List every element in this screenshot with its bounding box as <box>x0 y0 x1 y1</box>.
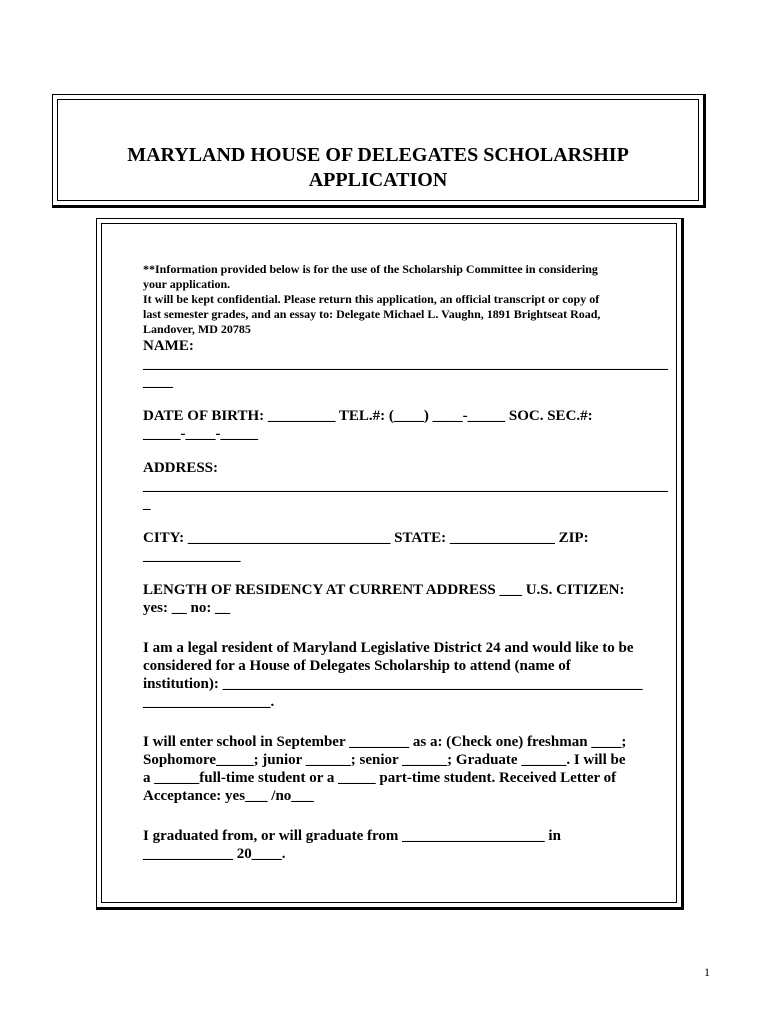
address-blank[interactable]: ______________________________________________________________________ <box>143 478 668 494</box>
citizen-yes-no[interactable]: yes: __ no: __ <box>143 600 231 616</box>
resident-line-1: I am a legal resident of Maryland Legislative District 24 and would like to be <box>143 640 634 656</box>
form-content <box>143 262 668 863</box>
page-title <box>53 143 703 193</box>
address-blank-cont[interactable]: _ <box>143 496 151 512</box>
resident-line-2: considered for a House of Delegates Scholarship to attend (name of <box>143 658 571 674</box>
city-state-zip-field <box>143 529 643 565</box>
name-field <box>143 337 668 391</box>
info-line-3: It will be kept confidential. Please return this application, an official transcript or copy of <box>143 292 600 306</box>
legal-resident-paragraph <box>143 639 643 711</box>
title-box <box>52 94 706 208</box>
residency-line[interactable]: LENGTH OF RESIDENCY AT CURRENT ADDRESS ___ U.S. CITIZEN: <box>143 582 625 598</box>
info-line-5: Landover, MD 20785 <box>143 322 251 336</box>
grad-line-1[interactable]: I graduated from, or will graduate from ___________________ in <box>143 828 561 844</box>
name-blank-cont[interactable]: ____ <box>143 374 173 390</box>
city-state-zip-line[interactable]: CITY: ___________________________ STATE: ______________ ZIP: <box>143 530 589 546</box>
name-blank[interactable]: ______________________________________________________________________ <box>143 356 668 372</box>
ssn-blank[interactable]: _____-____-_____ <box>143 426 258 442</box>
residency-citizen-field <box>143 581 643 617</box>
info-paragraph <box>143 262 643 337</box>
title-line-2: APPLICATION <box>308 169 448 191</box>
acceptance-line[interactable]: Acceptance: yes___ /no___ <box>143 788 314 804</box>
enrollment-paragraph <box>143 733 643 805</box>
enter-line-3[interactable]: a ______full-time student or a _____ part-time student. Received Letter of <box>143 770 617 786</box>
address-label: ADDRESS: <box>143 460 219 476</box>
institution-blank[interactable]: institution): ________________________________________________________ <box>143 676 643 692</box>
grad-line-2[interactable]: ____________ 20____. <box>143 846 286 862</box>
dob-tel-ssn-field <box>143 407 643 443</box>
title-line-1: MARYLAND HOUSE OF DELEGATES SCHOLARSHIP <box>127 144 629 166</box>
info-line-4: last semester grades, and an essay to: Delegate Michael L. Vaughn, 1891 Brightseat Road, <box>143 307 601 321</box>
institution-blank-cont[interactable]: _________________. <box>143 694 275 710</box>
dob-tel-ssn-line[interactable]: DATE OF BIRTH: _________ TEL.#: (____) ____-_____ SOC. SEC.#: <box>143 408 593 424</box>
graduation-paragraph <box>143 827 643 863</box>
info-line-1: **Information provided below is for the use of the Scholarship Committee in considering <box>143 262 598 276</box>
page-number: 1 <box>704 965 710 979</box>
address-field <box>143 459 668 513</box>
enter-line-1[interactable]: I will enter school in September ________ as a: (Check one) freshman ____; <box>143 734 627 750</box>
zip-blank[interactable]: _____________ <box>143 548 241 564</box>
enter-line-2[interactable]: Sophomore_____; junior ______; senior ______; Graduate ______. I will be <box>143 752 626 768</box>
info-line-2: your application. <box>143 277 231 291</box>
name-label: NAME: <box>143 338 194 354</box>
